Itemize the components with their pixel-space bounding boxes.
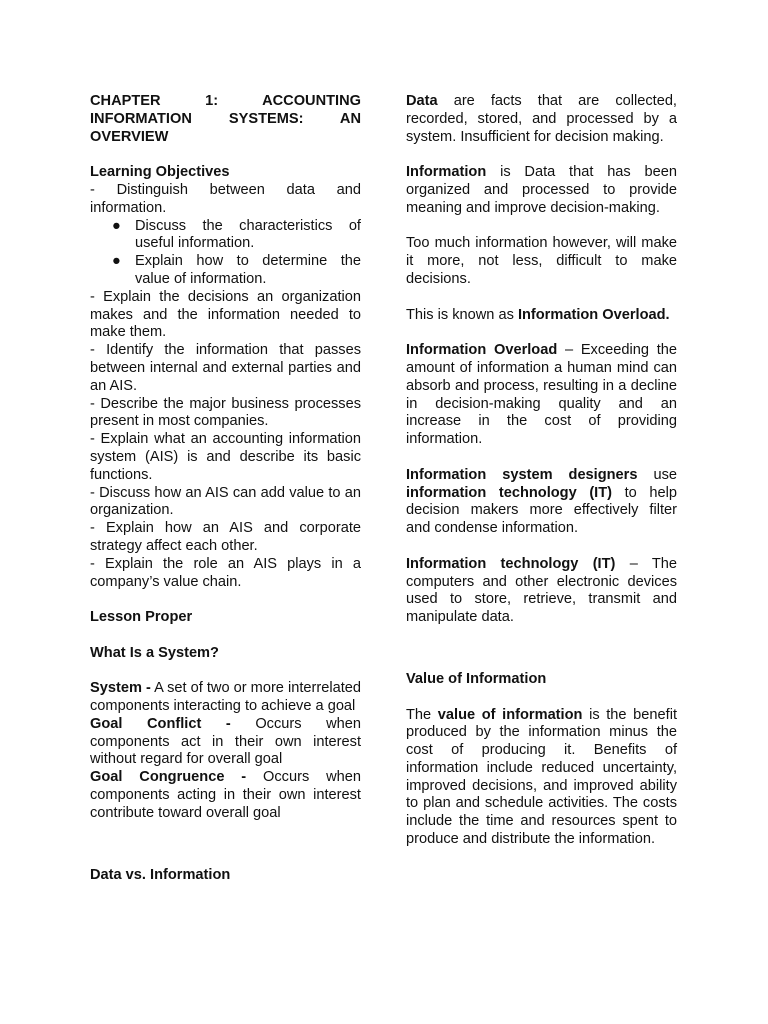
bullet-icon: ● xyxy=(112,253,121,270)
lesson-heading: Lesson Proper xyxy=(90,609,193,626)
objectives-heading: Learning Objectives xyxy=(90,164,230,181)
chapter-title: CHAPTER 1: ACCOUNTING INFORMATION SYSTEMS: AN OVERVIEW xyxy=(90,93,361,145)
information-overload-definition: Information Overload – Exceeding the amount of information a human mind can absorb and process, resulting in a decline in decision-making quality and an increase in the cost of providing information. xyxy=(406,342,677,448)
goal-congruence-definition: Goal Congruence - Occurs when components acting in their own interest contribute toward overall goal xyxy=(90,769,362,821)
information-definition: Information is Data that has been organized and processed to provide meaning and improve decision-making. xyxy=(406,164,677,216)
value-of-information-text: The value of information is the benefit produced by the information minus the cost of producing it. Benefits of information include reduced uncertainty, improved decisions, and improved ability to plan and schedule activities. The costs include the time and resources spent to produce and distribute the information. xyxy=(406,706,678,848)
system-heading: What Is a System? xyxy=(90,644,219,661)
objective-item: - Explain how an AIS and corporate strategy affect each other. xyxy=(90,520,361,554)
objective-item: - Describe the major business processes present in most companies. xyxy=(90,395,361,430)
objective-item: - Identify the information that passes between internal and external parties and an AIS. xyxy=(90,342,361,394)
data-vs-information-heading: Data vs. Information xyxy=(90,866,231,883)
objective-item: - Distinguish between data and information. xyxy=(90,181,361,216)
value-of-information-heading: Value of Information xyxy=(406,670,547,687)
objective-item: - Discuss how an AIS can add value to an organization. xyxy=(90,484,361,519)
known-as-text: This is known as Information Overload. xyxy=(406,306,670,323)
objective-bullet-item: ● Discuss the characteristics of useful information. xyxy=(112,217,361,252)
objective-item: - Explain the role an AIS plays in a company’s value chain. xyxy=(90,555,361,590)
too-much-information-text: Too much information however, will make it more, not less, difficult to make decisions. xyxy=(406,235,677,287)
objective-sublist xyxy=(90,218,361,289)
goal-conflict-definition: Goal Conflict - Occurs when components act in their own interest without regard for overall goal xyxy=(90,715,361,768)
objective-item: - Explain what an accounting information system (AIS) is and describe its basic functions. xyxy=(90,431,361,483)
objective-item: - Explain the decisions an organization makes and the information needed to make them. xyxy=(90,288,361,341)
objective-bullet-item: ● Explain how to determine the value of information. xyxy=(112,253,361,287)
right-column xyxy=(406,93,677,849)
system-designers-text: Information system designers use information technology (IT) to help decision makers more effectively filter and condense information. xyxy=(406,466,677,537)
information-technology-definition: Information technology (IT) – The computers and other electronic devices used to store, retrieve, transmit and manipulate data. xyxy=(406,555,677,626)
bullet-icon: ● xyxy=(112,217,121,234)
system-definition: System - A set of two or more interrelated components interacting to achieve a goal xyxy=(90,680,361,715)
left-column xyxy=(90,93,361,884)
data-definition: Data are facts that are collected, recorded, stored, and processed by a system. Insufficient for decision making. xyxy=(406,93,677,145)
